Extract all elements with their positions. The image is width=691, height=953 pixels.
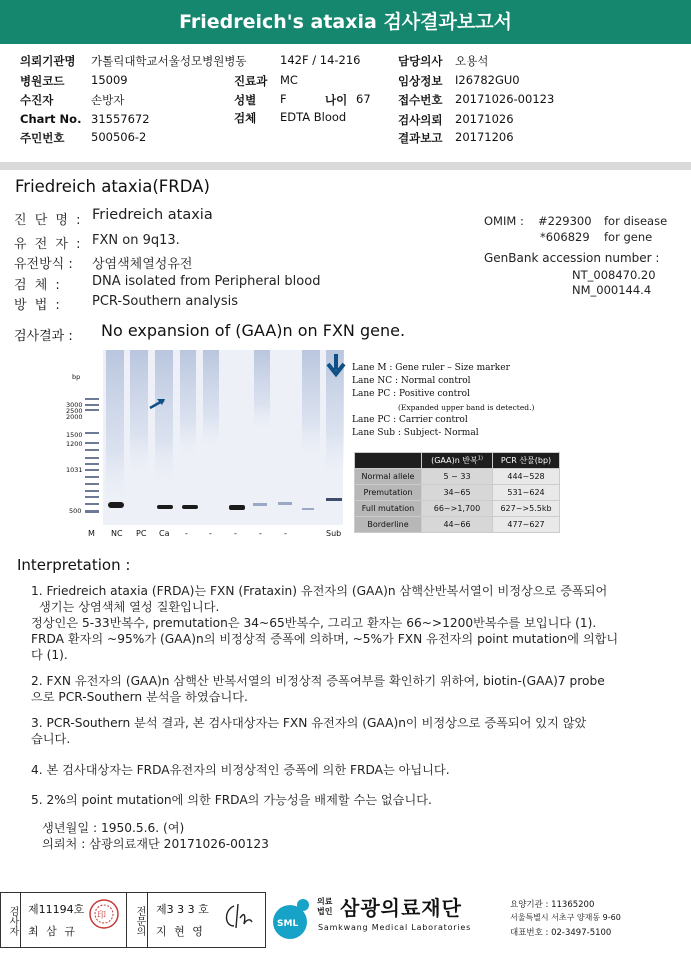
specialist-license: 제3 3 3 호 — [156, 903, 209, 916]
interpretation-paragraph-2: 2. FXN 유전자의 (GAA)n 삼핵산 반복서열의 비정상적 증폭여부를 확인하기 위하여, biotin-(GAA)7 probe 으로 PCR-Southern 분석을 하였습니다. — [31, 674, 605, 704]
repeat-range-table — [354, 452, 560, 533]
ladder-label-3000: 3000 — [66, 401, 83, 409]
doctor-value: 오용석 — [455, 54, 489, 68]
section-divider — [0, 162, 691, 170]
diagnosis-label: 진 단 명 : — [14, 213, 83, 228]
table-row: Full mutation 66~>1,700 627~>5.5kb — [355, 501, 560, 517]
birth-date: 생년월일 : 1950.5.6. (여) — [42, 821, 185, 835]
clinical-value: I26782GU0 — [455, 73, 520, 87]
requester: 의뢰처 : 삼광의료재단 20171026-00123 — [42, 837, 269, 851]
org-address: 서울특별시 서초구 양재동 9-60 — [510, 913, 621, 922]
specimen-value: EDTA Blood — [280, 110, 347, 124]
dept-value: MC — [280, 73, 298, 87]
dept-label: 진료과 — [234, 74, 268, 88]
ladder-label-500: 500 — [69, 507, 82, 515]
legend-item: Lane M : Gene ruler – Size marker — [352, 363, 510, 373]
table-row: Borderline 44~66 477~627 — [355, 517, 560, 533]
examiner-seal-icon — [88, 898, 120, 930]
rrn-value: 500506-2 — [91, 130, 147, 144]
report-label: 결과보고 — [398, 131, 443, 145]
table-row: Normal allele 5 ~ 33 444~528 — [355, 469, 560, 485]
ladder-label-2000: 2000 — [66, 413, 83, 421]
institution-value: 가톨릭대학교서울성모병원병동 — [91, 54, 247, 68]
chart-label: Chart No. — [20, 112, 82, 126]
report-title: Friedreich ataxia(FRDA) — [15, 177, 210, 196]
legend-item: Lane PC : Carrier control — [352, 415, 468, 425]
genbank-label: GenBank accession number : — [484, 251, 660, 265]
age-value: 67 — [356, 92, 371, 106]
interpretation-paragraph-4: 4. 본 검사대상자는 FRDA유전자의 비정상적인 증폭에 의한 FRDA는 아닙니다. — [31, 763, 450, 777]
ward-value: 142F / 14-216 — [280, 53, 361, 67]
omim-disease-id: #229300 — [538, 214, 592, 228]
interpretation-paragraph-5: 5. 2%의 point mutation에 의한 FRDA의 가능성을 배제할 수는 없습니다. — [31, 793, 432, 807]
org-type: 의료 법인 — [317, 897, 333, 916]
signature-icon — [220, 900, 254, 934]
signature-footer — [0, 890, 691, 950]
lane-label-ca: Ca — [159, 529, 170, 538]
genbank-id-2: NM_000144.4 — [572, 283, 652, 297]
rrn-label: 주민번호 — [20, 131, 65, 145]
patient-info — [0, 44, 691, 162]
examiner-label: 검사자 — [0, 892, 21, 948]
legend-item: Lane NC : Normal control — [352, 376, 471, 386]
interpretation-paragraph-3: 3. PCR-Southern 분석 결과, 본 검사대상자는 FXN 유전자의 (GAA)n이 비정상으로 증폭되어 있지 않았 습니다. — [31, 716, 587, 746]
ladder-label-1200: 1200 — [66, 440, 83, 448]
table-header: PCR 산물(bp) — [493, 453, 560, 469]
legend-item: Lane Sub : Subject- Normal — [352, 428, 479, 438]
sample-label: 검 체 : — [14, 278, 62, 293]
inheritance-label: 유전방식 : — [14, 257, 73, 272]
patient-value: 손방자 — [91, 93, 125, 107]
specialist-label: 전문의 — [126, 892, 148, 948]
lane-label-6: - — [234, 529, 237, 538]
table-row: Premutation 34~65 531~624 — [355, 485, 560, 501]
gel-image — [58, 350, 348, 540]
request-value: 20171026 — [455, 112, 514, 126]
diagnosis-value: Friedreich ataxia — [92, 207, 213, 223]
svg-text:印: 印 — [97, 911, 107, 921]
lane-label-m: M — [88, 529, 95, 538]
receipt-label: 접수번호 — [398, 93, 443, 107]
bp-label: bp — [72, 373, 81, 381]
sample-value: DNA isolated from Peripheral blood — [92, 274, 321, 289]
ladder-label-1500: 1500 — [66, 431, 83, 439]
omim-gene-id: *606829 — [540, 230, 590, 244]
result-value: No expansion of (GAA)n on FXN gene. — [101, 321, 406, 340]
report-value: 20171206 — [455, 130, 514, 144]
org-english-name: Samkwang Medical Laboratories — [318, 923, 472, 932]
legend-item: Lane PC : Positive control — [352, 389, 470, 399]
doctor-label: 담당의사 — [398, 54, 443, 68]
omim-label: OMIM : — [484, 214, 524, 228]
ladder-label-2500: 2500 — [66, 407, 83, 415]
inheritance-value: 상염색체열성유전 — [92, 257, 193, 272]
interpretation-heading: Interpretation : — [17, 556, 131, 574]
result-label: 검사결과 : — [14, 329, 73, 344]
sml-logo-icon — [268, 896, 314, 942]
lane-label-7: - — [259, 529, 262, 538]
table-header — [355, 453, 422, 469]
hospital-code-label: 병원코드 — [20, 74, 65, 88]
examiner-name: 최 삼 규 — [28, 925, 77, 938]
chart-value: 31557672 — [91, 112, 150, 126]
gene-value: FXN on 9q13. — [92, 233, 180, 248]
institution-label: 의뢰기관명 — [20, 54, 76, 68]
receipt-value: 20171026-00123 — [455, 92, 555, 106]
gel-legend — [352, 362, 534, 440]
patient-label: 수진자 — [20, 93, 54, 107]
report-header: Friedreich's ataxia 검사결과보고서 — [0, 0, 691, 44]
age-label: 나이 — [325, 93, 348, 107]
sex-label: 성별 — [234, 93, 257, 107]
method-label: 방 법 : — [14, 298, 62, 313]
lane-label-pc: PC — [136, 529, 147, 538]
interpretation-paragraph-1: 1. Friedreich ataxia (FRDA)는 FXN (Frataxin) 유전자의 (GAA)n 삼핵산반복서열이 비정상으로 증폭되어 생기는 상염색체 열성 질환입니다. 정상인은 5-33반복수, premutation은 34~65반복수, 그리고 환자는 66~>1200반복수를 보입니다 (1). FRDA 환자의 ~95%가 (GAA)n의 비정상적 증폭에 의하며, ~5%가 FXN 유전자의 point mutation에 의합니 다 (1). — [31, 584, 619, 662]
sex-value: F — [280, 92, 287, 106]
org-code: 요양기관 : 11365200 — [510, 900, 595, 910]
specialist-name: 지 현 영 — [156, 925, 205, 938]
omim-disease-desc: for disease — [604, 214, 668, 228]
table-header: (GAA)n 반복$^{1)}$ — [422, 453, 493, 469]
lane-label-sub: Sub — [326, 529, 342, 538]
svg-text:SML: SML — [277, 919, 299, 929]
genbank-id-1: NT_008470.20 — [572, 268, 656, 282]
clinical-label: 임상정보 — [398, 74, 443, 88]
examiner-license: 제11194호 — [28, 903, 85, 916]
lane-label-8: - — [284, 529, 287, 538]
org-phone: 대표번호 : 02-3497-5100 — [510, 928, 612, 938]
legend-note: (Expanded upper band is detected.) — [398, 403, 535, 412]
lane-label-nc: NC — [111, 529, 123, 538]
hospital-code-value: 15009 — [91, 73, 128, 87]
org-name: 삼광의료재단 — [340, 896, 462, 920]
ladder-label-1031: 1031 — [66, 466, 83, 474]
omim-gene-desc: for gene — [604, 230, 653, 244]
method-value: PCR-Southern analysis — [92, 294, 239, 309]
specimen-label: 검체 — [234, 111, 257, 125]
lane-label-5: - — [209, 529, 212, 538]
request-label: 검사의뢰 — [398, 113, 443, 127]
gene-label: 유 전 자 : — [14, 237, 83, 252]
lane-label-4: - — [185, 529, 188, 538]
